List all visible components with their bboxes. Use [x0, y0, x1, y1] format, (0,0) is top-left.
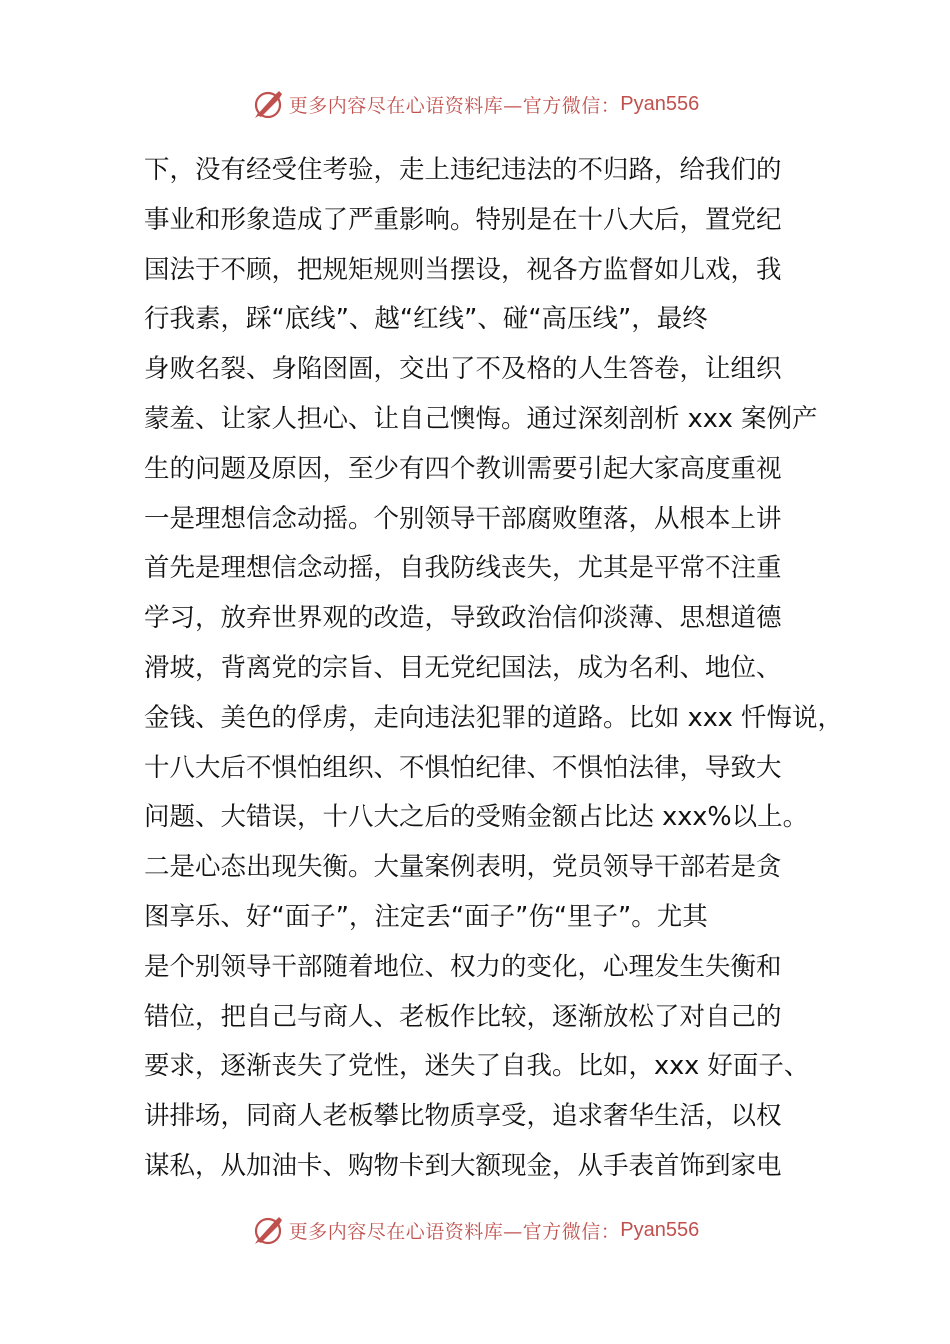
text-line: 学习，放弃世界观的改造，导致政治信仰淡薄、思想道德	[144, 603, 782, 634]
footer-banner	[0, 1210, 950, 1250]
text-line: 错位，把自己与商人、老板作比较，逐渐放松了对自己的	[144, 1001, 782, 1032]
text-line: 问题、大错误，十八大之后的受贿金额占比达 xxx%以上。	[144, 802, 809, 833]
text-line: 是个别领导干部随着地位、权力的变化，心理发生失衡和	[144, 951, 782, 982]
text-line: 十八大后不惧怕组织、不惧怕纪律、不惧怕法律，导致大	[144, 752, 782, 783]
text-line: 下，没有经受住考验，走上违纪违法的不归路，给我们的	[144, 155, 782, 185]
document-body	[144, 146, 843, 1192]
text-line: 事业和形象造成了严重影响。特别是在十八大后，置党纪	[144, 204, 782, 235]
text-line: 身败名裂、身陷囹圄，交出了不及格的人生答卷，让组织	[144, 354, 782, 385]
text-line: 金钱、美色的俘虏，走向违法犯罪的道路。比如 xxx 忏悔说，	[144, 702, 843, 733]
text-line: 行我素，踩“底线”、越“红线”、碰“高压线”，最终	[144, 304, 708, 335]
text-line: 国法于不顾，把规矩规则当摆设，视各方监督如儿戏，我	[144, 254, 782, 285]
header-banner-text: 更多内容尽在心语资料库—官方微信：	[288, 94, 621, 117]
text-line: 二是心态出现失衡。大量案例表明，党员领导干部若是贪	[144, 852, 782, 883]
footer-wechat-id: Pyan556	[620, 1218, 700, 1241]
header-banner	[0, 84, 950, 124]
pen-nib-logo-icon	[251, 87, 285, 121]
header-wechat-id: Pyan556	[620, 92, 700, 115]
text-line: 图享乐、好“面子”，注定丢“面子”伤“里子”。尤其	[144, 901, 708, 932]
text-line: 滑坡，背离党的宗旨、目无党纪国法，成为名利、地位、	[144, 652, 782, 683]
text-line: 蒙羞、让家人担心、让自己懊悔。通过深刻剖析 xxx 案例产	[144, 403, 818, 434]
text-line: 生的问题及原因，至少有四个教训需要引起大家高度重视	[144, 453, 782, 484]
text-line: 谋私，从加油卡、购物卡到大额现金，从手表首饰到家电	[144, 1150, 782, 1181]
pen-nib-logo-icon	[251, 1213, 285, 1247]
footer-banner-text: 更多内容尽在心语资料库—官方微信：	[288, 1220, 621, 1243]
text-line: 一是理想信念动摇。个别领导干部腐败堕落，从根本上讲	[144, 503, 782, 534]
text-line: 要求，逐渐丧失了党性，迷失了自我。比如，xxx 好面子、	[144, 1051, 810, 1082]
text-line: 讲排场，同商人老板攀比物质享受，追求奢华生活，以权	[144, 1101, 782, 1132]
text-line: 首先是理想信念动摇，自我防线丧失，尤其是平常不注重	[144, 553, 782, 584]
